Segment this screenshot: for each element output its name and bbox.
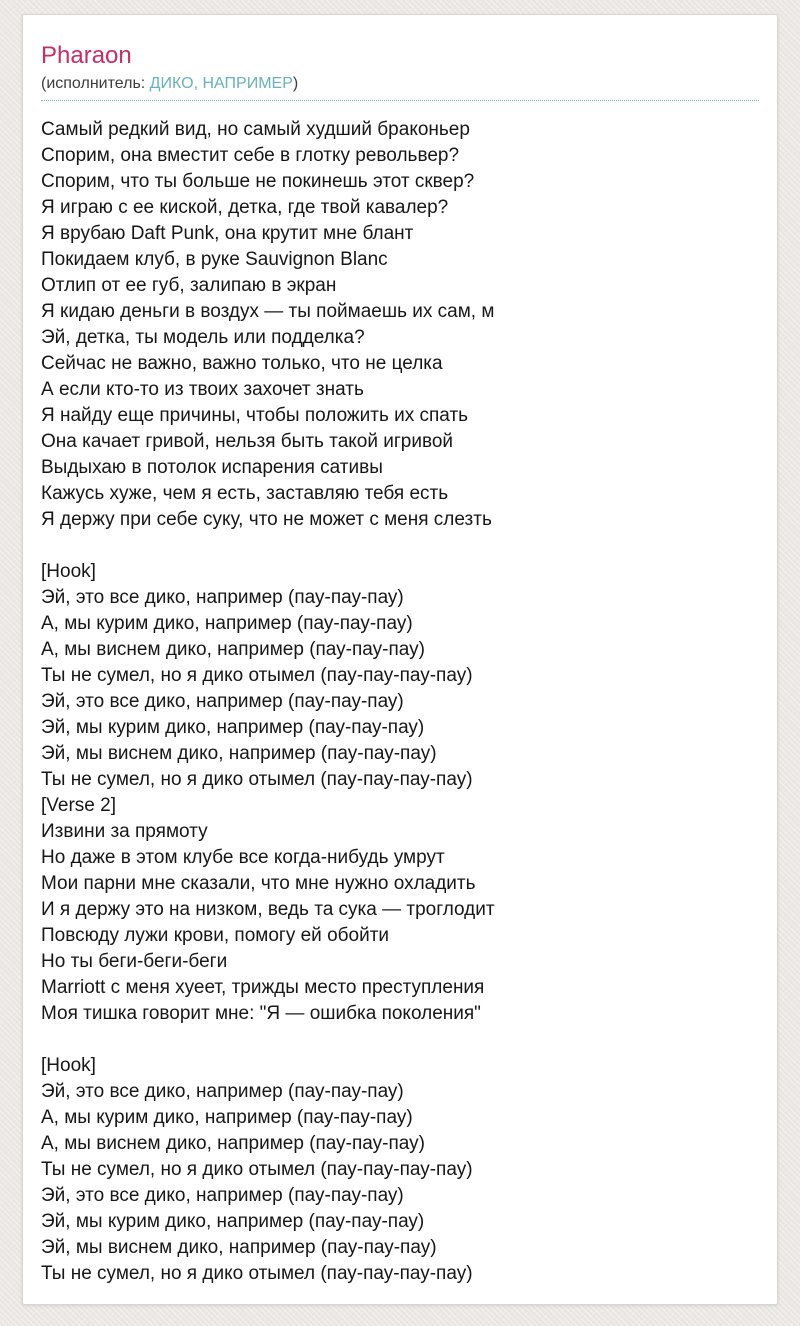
dotted-separator xyxy=(41,100,759,101)
lyric-line: Мои парни мне сказали, что мне нужно охладить xyxy=(41,873,476,894)
lyric-line: А, мы курим дико, например (пау-пау-пау) xyxy=(41,613,413,634)
lyric-line: Но даже в этом клубе все когда-нибудь умрут xyxy=(41,847,445,868)
lyrics-text xyxy=(41,117,759,1287)
song-title: Pharaon xyxy=(41,42,132,69)
lyric-line: Самый редкий вид, но самый худший браконьер xyxy=(41,119,470,140)
lyric-line: Я держу при себе суку, что не может с меня слезть xyxy=(41,509,492,530)
lyric-line: [Hook] xyxy=(41,561,96,582)
lyric-line: [Hook] xyxy=(41,1055,96,1076)
lyric-line: Спорим, что ты больше не покинешь этот сквер? xyxy=(41,171,475,192)
lyric-line: Но ты беги-беги-беги xyxy=(41,951,228,972)
lyric-line: Я играю с ее киской, детка, где твой кавалер? xyxy=(41,197,449,218)
lyric-line: Выдыхаю в потолок испарения сативы xyxy=(41,457,383,478)
artist-label-prefix: (исполнитель: xyxy=(41,75,150,92)
lyric-line: Покидаем клуб, в руке Sauvignon Blanc xyxy=(41,249,388,270)
lyric-line: Я найду еще причины, чтобы положить их спать xyxy=(41,405,469,426)
lyric-line: Повсюду лужи крови, помогу ей обойти xyxy=(41,925,390,946)
lyric-line xyxy=(41,533,759,559)
lyric-line: Извини за прямоту xyxy=(41,821,208,842)
lyric-line: Я кидаю деньги в воздух — ты поймаешь их сам, м xyxy=(41,301,495,322)
lyric-line: Ты не сумел, но я дико отымел (пау-пау-пау-пау) xyxy=(41,769,473,790)
lyric-line: Ты не сумел, но я дико отымел (пау-пау-пау-пау) xyxy=(41,1263,473,1284)
lyric-line: Эй, это все дико, например (пау-пау-пау) xyxy=(41,587,404,608)
lyric-line: Она качает гривой, нельзя быть такой игривой xyxy=(41,431,454,452)
lyric-line: А, мы курим дико, например (пау-пау-пау) xyxy=(41,1107,413,1128)
lyric-line: Я врубаю Daft Punk, она крутит мне блант xyxy=(41,223,414,244)
lyric-line: Сейчас не важно, важно только, что не целка xyxy=(41,353,443,374)
lyric-line: Кажусь хуже, чем я есть, заставляю тебя есть xyxy=(41,483,449,504)
lyric-line: И я держу это на низком, ведь та сука — троглодит xyxy=(41,899,495,920)
lyric-line: Ты не сумел, но я дико отымел (пау-пау-пау-пау) xyxy=(41,1159,473,1180)
lyric-line: Эй, это все дико, например (пау-пау-пау) xyxy=(41,1081,404,1102)
lyric-line: Эй, детка, ты модель или подделка? xyxy=(41,327,365,348)
lyric-line: Эй, мы курим дико, например (пау-пау-пау) xyxy=(41,717,425,738)
lyric-line: Эй, мы курим дико, например (пау-пау-пау) xyxy=(41,1211,425,1232)
lyric-line: Ты не сумел, но я дико отымел (пау-пау-пау-пау) xyxy=(41,665,473,686)
lyric-line: [Verse 2] xyxy=(41,795,116,816)
lyric-line: Marriott с меня хуеет, трижды место преступления xyxy=(41,977,485,998)
lyric-line xyxy=(41,1027,759,1053)
lyric-line: А, мы виснем дико, например (пау-пау-пау) xyxy=(41,1133,425,1154)
lyric-line: Моя тишка говорит мне: "Я — ошибка поколения" xyxy=(41,1003,481,1024)
lyric-line: А, мы виснем дико, например (пау-пау-пау) xyxy=(41,639,425,660)
lyric-line: Эй, это все дико, например (пау-пау-пау) xyxy=(41,691,404,712)
artist-line xyxy=(41,73,759,95)
lyric-line: Эй, мы виснем дико, например (пау-пау-пау) xyxy=(41,1237,437,1258)
lyric-line: Эй, это все дико, например (пау-пау-пау) xyxy=(41,1185,404,1206)
lyric-line: Спорим, она вместит себе в глотку револьвер? xyxy=(41,145,460,166)
artist-label-suffix: ) xyxy=(292,75,299,92)
artist-link[interactable]: ДИКО, НАПРИМЕР xyxy=(149,75,293,92)
lyric-line: Отлип от ее губ, залипаю в экран xyxy=(41,275,337,296)
lyric-line: Эй, мы виснем дико, например (пау-пау-пау) xyxy=(41,743,437,764)
lyric-line: А если кто-то из твоих захочет знать xyxy=(41,379,364,400)
lyrics-card xyxy=(22,14,778,1305)
